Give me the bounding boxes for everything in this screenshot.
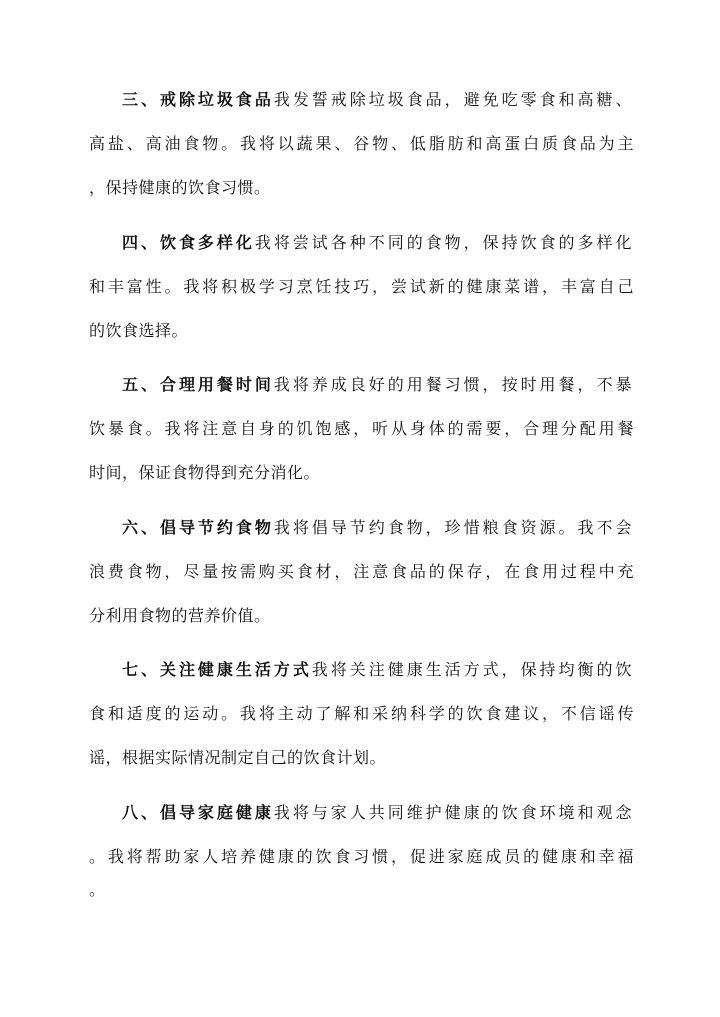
paragraph-line: 。	[89, 880, 106, 899]
section-heading: 七、关注健康生活方式	[122, 660, 312, 679]
section-heading: 八、倡导家庭健康	[122, 803, 274, 822]
section-heading: 五、合理用餐时间	[122, 375, 274, 394]
paragraph-line: ，保持健康的饮食习惯。	[89, 178, 271, 197]
paragraph-line: 饮暴食。我将注意自身的饥饱感，听从身体的需要，合理分配用餐	[89, 419, 634, 438]
paragraph-line	[122, 513, 632, 543]
paragraph-line: 谣，根据实际情况制定自己的饮食计划。	[89, 748, 387, 767]
paragraph-line	[122, 85, 632, 115]
paragraph-text: 我将倡导节约食物，珍惜粮食资源。我不会	[273, 518, 632, 537]
paragraph-text: 我将关注健康生活方式，保持均衡的饮	[311, 660, 632, 679]
section-heading: 三、戒除垃圾食品	[122, 90, 274, 109]
paragraph-line	[122, 798, 632, 828]
section-heading: 六、倡导节约食物	[122, 518, 274, 537]
paragraph-text: 我将养成良好的用餐习惯，按时用餐，不暴	[273, 375, 632, 394]
paragraph-line: 和丰富性。我将积极学习烹饪技巧，尝试新的健康菜谱，丰富自己	[89, 277, 634, 296]
paragraph-line: 食和适度的运动。我将主动了解和采纳科学的饮食建议，不信谣传	[89, 704, 634, 723]
paragraph-line: 时间，保证食物得到充分消化。	[89, 463, 321, 482]
paragraph-line	[122, 370, 632, 400]
paragraph-line	[122, 655, 632, 685]
paragraph-text: 我发誓戒除垃圾食品，避免吃零食和高糖、	[273, 90, 632, 109]
paragraph-line: 高盐、高油食物。我将以蔬果、谷物、低脂肪和高蛋白质食品为主	[89, 134, 634, 153]
paragraph-text: 我将尝试各种不同的食物，保持饮食的多样化	[254, 233, 632, 252]
section-heading: 四、饮食多样化	[122, 233, 255, 252]
paragraph-line: 的饮食选择。	[89, 321, 189, 340]
paragraph-line	[122, 228, 632, 258]
paragraph-line: 。我将帮助家人培养健康的饮食习惯，促进家庭成员的健康和幸福	[89, 847, 634, 866]
paragraph-line: 分利用食物的营养价值。	[89, 606, 271, 625]
paragraph-text: 我将与家人共同维护健康的饮食环境和观念	[273, 803, 632, 822]
paragraph-line: 浪费食物，尽量按需购买食材，注意食品的保存，在食用过程中充	[89, 562, 634, 581]
